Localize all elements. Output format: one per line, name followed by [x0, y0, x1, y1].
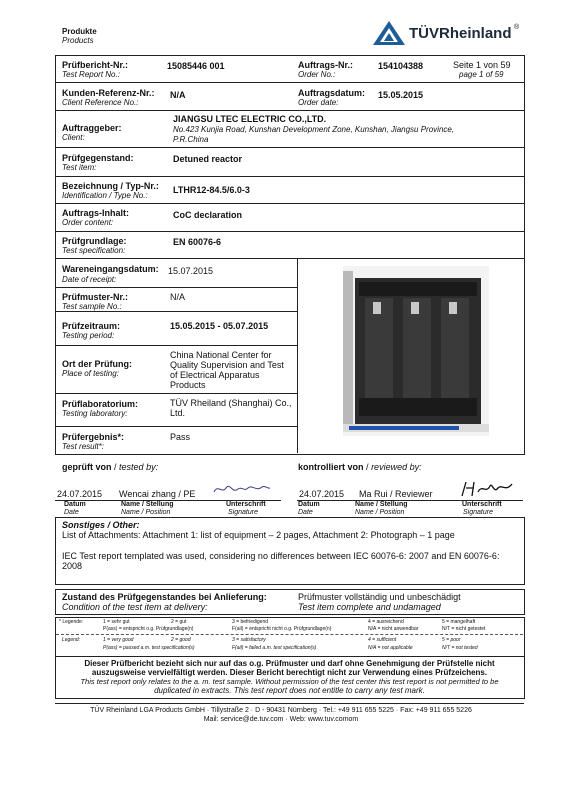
col-signature-en-2: Signature — [463, 509, 493, 516]
order-content-label-en: Order content: — [62, 218, 114, 227]
page-number-en: page 1 of 59 — [459, 70, 504, 79]
reactor-photo-icon — [343, 266, 489, 436]
result-label-en: Test result*: — [62, 442, 104, 451]
legend-de-1: 1 = sehr gut — [103, 619, 130, 625]
disclaimer-de-line2: auszugsweise vervielfältigt werden. Dieser Bericht berechtigt nicht zur Verwendung eines Prüfzeichens. — [91, 668, 488, 677]
disclaimer-en-line2: duplicated in extracts. This test report does not entitle to carry any test mark. — [154, 686, 425, 695]
legend-label-en: Legend: — [62, 637, 81, 643]
col-date-de: Datum — [64, 501, 86, 508]
divider — [56, 634, 523, 635]
period-label: Prüfzeitraum: — [62, 321, 121, 331]
tester-signature — [212, 480, 272, 498]
legend-label-de: * Legende: — [59, 619, 84, 625]
col-signature-de-2: Unterschrift — [462, 501, 502, 508]
tuv-triangle-icon — [372, 20, 406, 46]
legend-de-nt: N/T = nicht getestet — [442, 626, 486, 632]
reviewed-by-slash: / — [366, 462, 369, 472]
legend-en-1: 1 = very good — [103, 637, 134, 643]
period-value: 15.05.2015 - 05.07.2015 — [170, 321, 269, 331]
test-item-photo — [343, 266, 489, 436]
tested-date: 24.07.2015 — [57, 489, 103, 499]
divider — [55, 311, 298, 312]
legend-en-na: N/A = not applicable — [368, 645, 413, 651]
legend-en-2: 2 = good — [171, 637, 191, 643]
client-address-line2: P.R.China — [173, 135, 209, 144]
divider — [297, 258, 298, 453]
divider — [55, 147, 524, 148]
place-label: Ort der Prüfung: — [62, 359, 132, 369]
test-item-label: Prüfgegenstand: — [62, 153, 134, 163]
place-line1: China National Center for — [170, 350, 272, 360]
col-date-en: Date — [64, 509, 79, 516]
report-no-label: Prüfbericht-Nr.: — [62, 60, 129, 70]
client-ref-label: Kunden-Referenz-Nr.: — [62, 88, 155, 98]
reviewer-signature — [458, 478, 518, 500]
report-no-value: 15085446 001 — [167, 61, 225, 71]
test-spec-value: EN 60076-6 — [173, 237, 222, 247]
col-date-en-2: Date — [298, 509, 313, 516]
identification-value: LTHR12-84.5/6.0-3 — [173, 185, 250, 195]
reviewed-by-en: reviewed by: — [371, 462, 422, 472]
registered-mark: ® — [514, 24, 520, 31]
place-line2: Quality Supervision and Test — [170, 360, 284, 370]
result-value: Pass — [170, 432, 191, 442]
reviewed-name: Ma Rui / Reviewer — [359, 489, 433, 499]
divider — [55, 82, 524, 83]
place-line4: Products — [170, 380, 206, 390]
client-label-en: Client: — [62, 133, 85, 142]
sample-label-en: Test sample No.: — [62, 302, 122, 311]
products-label-en: Products — [62, 36, 94, 45]
test-item-value: Detuned reactor — [173, 154, 243, 164]
col-name-en-2: Name / Position — [355, 509, 405, 516]
legend-de-5: 5 = mangelhaft — [442, 619, 476, 625]
client-ref-label-en: Client Reference No.: — [62, 98, 139, 107]
lab-label: Prüflaboratorium: — [62, 399, 139, 409]
footer-address: TÜV Rheinland LGA Products GmbH · Tillystraße 2 · D - 90431 Nürnberg · Tel.: +49 911 655 5225 · Fax: +49 911 655 5226 — [90, 707, 472, 714]
disclaimer-de-line1: Dieser Prüfbericht bezieht sich nur auf das o.g. Prüfmuster und darf ohne Genehmigung der Prüfstelle nicht — [84, 659, 495, 668]
attachments-text: List of Attachments: Attachment 1: list of equipment – 2 pages, Attachment 2: Photograph – 1 page — [62, 530, 455, 540]
lab-line1: TÜV Rheiland (Shanghai) Co., — [170, 398, 292, 408]
legend-de-fail: F(ail) = entspricht nicht o.g. Prüfgrundlage(n) — [232, 626, 332, 632]
legend-en-pass: P(ass) = passed a.m. test specification(s) — [103, 645, 195, 651]
footer-contact: Mail: service@de.tuv.com · Web: www.tuv.comom — [203, 716, 359, 723]
col-name-en: Name / Position — [121, 509, 171, 516]
tested-by-label — [62, 462, 158, 472]
order-date-label-en: Order date: — [298, 98, 339, 107]
divider — [55, 703, 524, 704]
order-no-value: 154104388 — [378, 61, 424, 71]
test-spec-label-en: Test specification: — [62, 246, 126, 255]
tested-by-slash: / — [114, 462, 117, 472]
reviewed-by-label — [298, 462, 422, 472]
disclaimer-en-line1: This test report only relates to the a. m. test sample. Without permission of the test center this test report is not permitted to be — [80, 677, 499, 686]
divider — [55, 231, 524, 232]
reviewed-by-de: kontrolliert von — [298, 462, 364, 472]
client-address-line1: No.423 Kunjia Road, Kunshan Development Zone, Kunshan, Jiangsu Province, — [173, 125, 455, 134]
receipt-value: 15.07.2015 — [168, 266, 214, 276]
test-spec-label: Prüfgrundlage: — [62, 236, 127, 246]
divider — [55, 345, 298, 346]
place-line3: of Electrical Apparatus — [170, 370, 260, 380]
tuv-logo — [372, 20, 522, 48]
identification-label: Bezeichnung / Typ-Nr.: — [62, 181, 159, 191]
order-content-value: CoC declaration — [173, 210, 243, 220]
lab-line2: Ltd. — [170, 408, 186, 418]
divider — [55, 258, 524, 259]
legend-en-4: 4 = sufficient — [368, 637, 397, 643]
divider — [55, 393, 298, 394]
reviewed-date: 24.07.2015 — [299, 489, 345, 499]
col-name-de: Name / Stellung — [121, 501, 174, 508]
order-no-label-en: Order No.: — [298, 70, 336, 79]
col-signature-de: Unterschrift — [226, 501, 266, 508]
divider — [55, 110, 524, 111]
col-name-de-2: Name / Stellung — [355, 501, 408, 508]
test-item-label-en: Test item: — [62, 163, 97, 172]
condition-value: Prüfmuster vollständig und unbeschädigt — [298, 592, 461, 602]
sample-label: Prüfmuster-Nr.: — [62, 292, 129, 302]
legend-en-3: 3 = satisfactory — [232, 637, 266, 643]
order-date-value: 15.05.2015 — [378, 90, 424, 100]
legend-en-5: 5 = poor — [442, 637, 461, 643]
col-signature-en: Signature — [228, 509, 258, 516]
col-date-de-2: Datum — [298, 501, 320, 508]
legend-de-na: N/A = nicht anwendbar — [368, 626, 419, 632]
receipt-label: Wareneingangsdatum: — [62, 264, 159, 274]
period-label-en: Testing period: — [62, 331, 115, 340]
divider — [55, 176, 524, 177]
legend-de-3: 3 = befriedigend — [232, 619, 269, 625]
identification-label-en: Identification / Type No.: — [62, 191, 148, 200]
divider — [55, 426, 298, 427]
condition-label: Zustand des Prüfgegenstandes bei Anlieferung: — [62, 592, 267, 602]
place-label-en: Place of testing: — [62, 369, 119, 378]
client-ref-value: N/A — [170, 90, 186, 100]
tested-name: Wencai zhang / PE — [119, 489, 196, 499]
order-no-label: Auftrags-Nr.: — [298, 60, 354, 70]
legend-de-pass: P(ass) = entspricht o.g. Prüfgrundlage(n) — [103, 626, 194, 632]
tested-by-de: geprüft von — [62, 462, 112, 472]
page-number: Seite 1 von 59 — [453, 60, 511, 70]
products-label: Produkte — [62, 27, 97, 36]
legend-de-4: 4 = ausreichend — [368, 619, 404, 625]
tuv-logo-text: TÜVRheinland — [409, 25, 512, 42]
tested-by-en: tested by: — [119, 462, 159, 472]
order-date-label: Auftragsdatum: — [298, 88, 365, 98]
order-content-label: Auftrags-Inhalt: — [62, 208, 129, 218]
condition-value-en: Test item complete and undamaged — [298, 602, 441, 612]
report-no-label-en: Test Report No.: — [62, 70, 120, 79]
divider — [55, 203, 524, 204]
legend-en-fail: F(ail) = failed a.m. test specification(s) — [232, 645, 317, 651]
divider — [55, 287, 298, 288]
condition-label-en: Condition of the test item at delivery: — [62, 602, 208, 612]
lab-label-en: Testing laboratory: — [62, 409, 128, 418]
client-name: JIANGSU LTEC ELECTRIC CO.,LTD. — [173, 114, 327, 124]
legend-de-2: 2 = gut — [171, 619, 187, 625]
iec-note-text: IEC Test report templated was used, considering no differences between IEC 60076-6: 2007 and EN 60076-6: 2008 — [62, 551, 500, 571]
client-label: Auftraggeber: — [62, 123, 122, 133]
other-label: Sonstiges / Other: — [62, 520, 140, 530]
result-label: Prüfergebnis*: — [62, 432, 125, 442]
legend-en-nt: N/T = not tested — [442, 645, 478, 651]
sample-value: N/A — [170, 292, 186, 302]
receipt-label-en: Date of receipt: — [62, 275, 117, 284]
